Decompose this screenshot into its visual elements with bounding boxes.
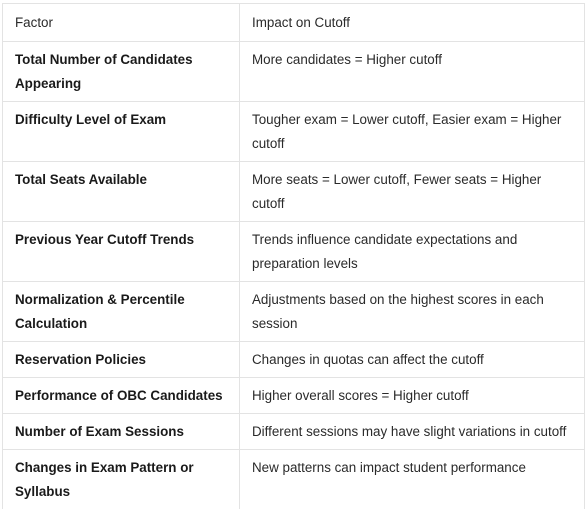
impact-cell: More seats = Lower cutoff, Fewer seats = Higher cutoff: [240, 162, 585, 222]
table-row: [3, 414, 585, 450]
table-row: [3, 42, 585, 102]
table-row: [3, 162, 585, 222]
impact-cell: Adjustments based on the highest scores in each session: [240, 282, 585, 342]
column-header-impact: Impact on Cutoff: [240, 4, 585, 42]
impact-cell: Different sessions may have slight variations in cutoff: [240, 414, 585, 450]
table-header: [3, 4, 585, 42]
factor-cell: Difficulty Level of Exam: [3, 102, 240, 162]
table-row: [3, 102, 585, 162]
impact-cell: New patterns can impact student performance: [240, 450, 585, 509]
cutoff-factors-table: [2, 3, 585, 509]
table-body: [3, 42, 585, 509]
impact-cell: Tougher exam = Lower cutoff, Easier exam = Higher cutoff: [240, 102, 585, 162]
impact-cell: Higher overall scores = Higher cutoff: [240, 378, 585, 414]
table-row: [3, 282, 585, 342]
factor-cell: Performance of OBC Candidates: [3, 378, 240, 414]
impact-cell: Trends influence candidate expectations and preparation levels: [240, 222, 585, 282]
header-row: [3, 4, 585, 42]
factor-cell: Previous Year Cutoff Trends: [3, 222, 240, 282]
factor-cell: Total Seats Available: [3, 162, 240, 222]
impact-cell: More candidates = Higher cutoff: [240, 42, 585, 102]
table-row: [3, 450, 585, 509]
factor-cell: Normalization & Percentile Calculation: [3, 282, 240, 342]
factor-cell: Reservation Policies: [3, 342, 240, 378]
table-row: [3, 378, 585, 414]
table-row: [3, 222, 585, 282]
factor-cell: Changes in Exam Pattern or Syllabus: [3, 450, 240, 509]
table-row: [3, 342, 585, 378]
column-header-factor: Factor: [3, 4, 240, 42]
impact-cell: Changes in quotas can affect the cutoff: [240, 342, 585, 378]
factor-cell: Total Number of Candidates Appearing: [3, 42, 240, 102]
factor-cell: Number of Exam Sessions: [3, 414, 240, 450]
